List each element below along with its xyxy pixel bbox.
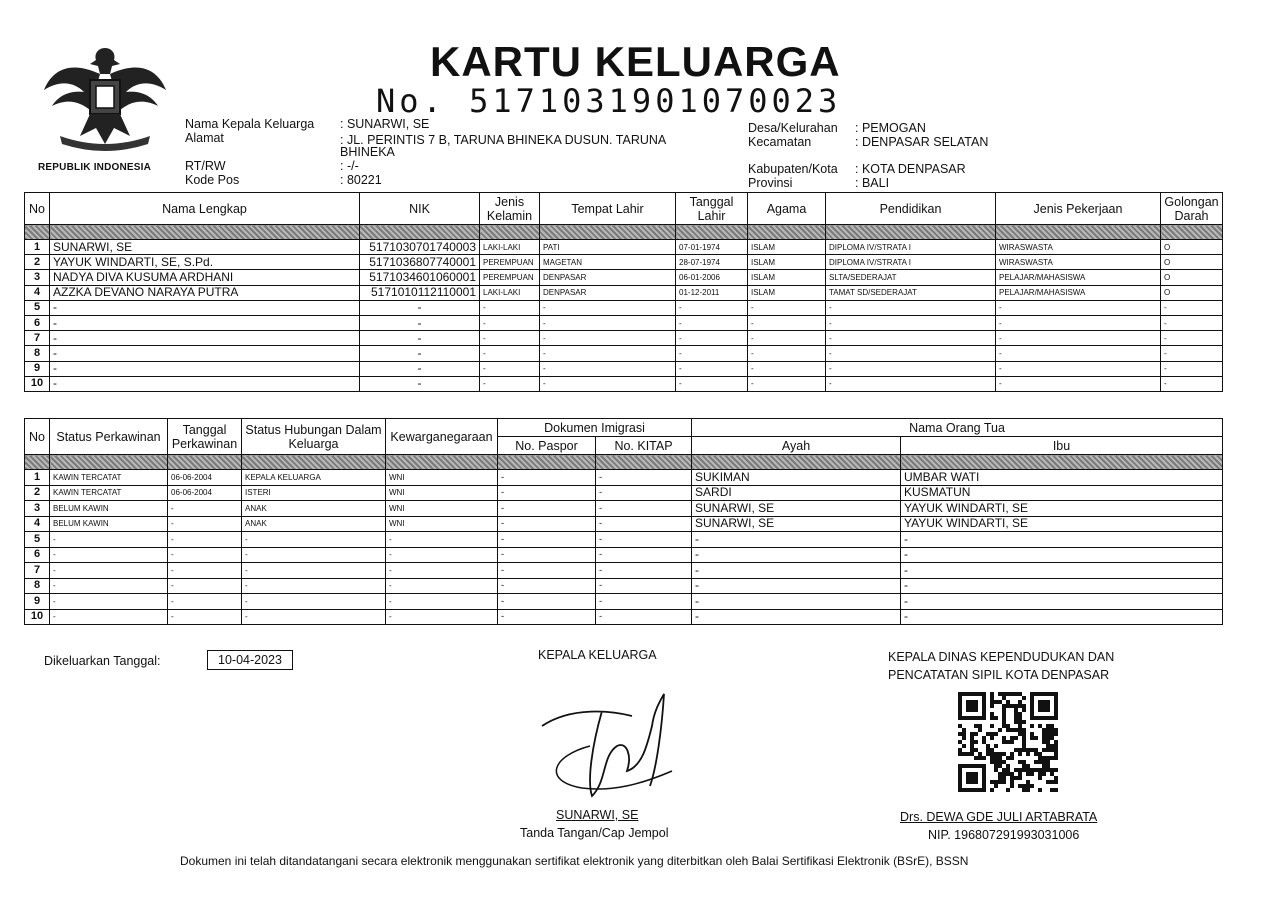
alamat-value-line2: BHINEKA <box>340 145 395 159</box>
cell-no-kitap: - <box>596 547 692 563</box>
cell-ibu: YAYUK WINDARTI, SE <box>901 501 1223 517</box>
cell-tempat-lahir: - <box>540 346 676 361</box>
cell-no-paspor: - <box>498 485 596 501</box>
cell-nama: - <box>50 315 360 330</box>
cell-no: 8 <box>25 578 50 594</box>
col-header-no: No <box>25 193 50 225</box>
cell-kewarganegaraan: - <box>386 609 498 625</box>
cell-no: 9 <box>25 594 50 610</box>
cell-no-kitap: - <box>596 563 692 579</box>
cell-golongan-darah: - <box>1161 376 1223 391</box>
cell-pekerjaan: - <box>996 300 1161 315</box>
cell-ayah: - <box>692 547 901 563</box>
cell-nik: - <box>360 315 480 330</box>
cell-agama: ISLAM <box>748 255 826 270</box>
cell-ibu: UMBAR WATI <box>901 470 1223 486</box>
cell-pekerjaan: PELAJAR/MAHASISWA <box>996 285 1161 300</box>
cell-tanggal-perkawinan: - <box>168 578 242 594</box>
cell-tanggal-lahir: 28-07-1974 <box>676 255 748 270</box>
cell-pekerjaan: PELAJAR/MAHASISWA <box>996 270 1161 285</box>
cell-ibu: - <box>901 578 1223 594</box>
cell-nama: - <box>50 361 360 376</box>
table-row <box>25 331 1223 346</box>
cell-nik: - <box>360 331 480 346</box>
cell-pendidikan: TAMAT SD/SEDERAJAT <box>826 285 996 300</box>
cell-golongan-darah: - <box>1161 346 1223 361</box>
cell-ibu: - <box>901 532 1223 548</box>
cell-no: 6 <box>25 315 50 330</box>
table-row <box>25 563 1223 579</box>
cell-no-paspor: - <box>498 516 596 532</box>
cell-no: 3 <box>25 270 50 285</box>
cell-tanggal-lahir: - <box>676 331 748 346</box>
col-header-tanggal-perkawinan: Tanggal Perkawinan <box>168 419 242 455</box>
cell-tempat-lahir: MAGETAN <box>540 255 676 270</box>
cell-golongan-darah: O <box>1161 240 1223 255</box>
cell-jenis-kelamin: - <box>480 376 540 391</box>
cell-agama: - <box>748 300 826 315</box>
cell-tanggal-perkawinan: - <box>168 516 242 532</box>
cell-golongan-darah: - <box>1161 361 1223 376</box>
cell-status-hubungan: ISTERI <box>242 485 386 501</box>
table-row <box>25 594 1223 610</box>
table-row <box>25 300 1223 315</box>
cell-no: 2 <box>25 255 50 270</box>
cell-pekerjaan: - <box>996 331 1161 346</box>
provinsi-value: : BALI <box>855 176 890 190</box>
cell-tanggal-perkawinan: - <box>168 609 242 625</box>
cell-pendidikan: - <box>826 331 996 346</box>
cell-no-kitap: - <box>596 470 692 486</box>
cell-kewarganegaraan: - <box>386 594 498 610</box>
table-row <box>25 361 1223 376</box>
document-number-value: 5171031901070023 <box>469 82 842 120</box>
cell-tanggal-perkawinan: - <box>168 594 242 610</box>
col-header-nama-orang-tua: Nama Orang Tua <box>692 419 1223 437</box>
cell-status-perkawinan: - <box>50 594 168 610</box>
cell-golongan-darah: - <box>1161 331 1223 346</box>
cell-status-perkawinan: - <box>50 609 168 625</box>
col-header-jenis-kelamin: Jenis Kelamin <box>480 193 540 225</box>
cell-no-kitap: - <box>596 501 692 517</box>
table-row <box>25 532 1223 548</box>
cell-agama: - <box>748 376 826 391</box>
cell-tanggal-lahir: 06-01-2006 <box>676 270 748 285</box>
col-header-kewarganegaraan: Kewarganegaraan <box>386 419 498 455</box>
cell-nik: 5171036807740001 <box>360 255 480 270</box>
cell-jenis-kelamin: PEREMPUAN <box>480 255 540 270</box>
kodepos-label: Kode Pos <box>185 173 240 187</box>
cell-ayah: - <box>692 609 901 625</box>
cell-no-paspor: - <box>498 547 596 563</box>
cell-pendidikan: - <box>826 300 996 315</box>
document-number-label: No. <box>376 82 446 120</box>
alamat-label: Alamat <box>185 131 224 145</box>
table-row <box>25 470 1223 486</box>
cell-ibu: KUSMATUN <box>901 485 1223 501</box>
garuda-emblem-icon <box>40 40 170 155</box>
cell-tanggal-perkawinan: 06-06-2004 <box>168 470 242 486</box>
kabupaten-label: Kabupaten/Kota <box>748 162 838 176</box>
col-header-ibu: Ibu <box>901 437 1223 455</box>
cell-golongan-darah: O <box>1161 270 1223 285</box>
cell-no-kitap: - <box>596 609 692 625</box>
table-row <box>25 578 1223 594</box>
cell-no: 3 <box>25 501 50 517</box>
cell-ibu: - <box>901 594 1223 610</box>
table-row <box>25 609 1223 625</box>
kepala-keluarga-title: KEPALA KELUARGA <box>538 648 657 662</box>
table-row <box>25 240 1223 255</box>
cell-no: 2 <box>25 485 50 501</box>
cell-pekerjaan: WIRASWASTA <box>996 255 1161 270</box>
cell-no: 4 <box>25 516 50 532</box>
cell-no-paspor: - <box>498 501 596 517</box>
cell-no: 6 <box>25 547 50 563</box>
col-header-pendidikan: Pendidikan <box>826 193 996 225</box>
cell-jenis-kelamin: - <box>480 346 540 361</box>
cell-golongan-darah: O <box>1161 285 1223 300</box>
cell-nik: - <box>360 346 480 361</box>
cell-tanggal-lahir: - <box>676 300 748 315</box>
cell-no: 9 <box>25 361 50 376</box>
dinas-title-line1: KEPALA DINAS KEPENDUDUKAN DAN <box>888 650 1115 664</box>
cell-nama: - <box>50 331 360 346</box>
cell-status-hubungan: ANAK <box>242 501 386 517</box>
cell-status-perkawinan: KAWIN TERCATAT <box>50 485 168 501</box>
cell-status-hubungan: - <box>242 532 386 548</box>
cell-nama: AZZKA DEVANO NARAYA PUTRA <box>50 285 360 300</box>
cell-tempat-lahir: - <box>540 331 676 346</box>
cell-pekerjaan: - <box>996 346 1161 361</box>
table-row <box>25 501 1223 517</box>
cell-tanggal-lahir: - <box>676 361 748 376</box>
cell-no: 7 <box>25 331 50 346</box>
cell-ibu: YAYUK WINDARTI, SE <box>901 516 1223 532</box>
cell-kewarganegaraan: WNI <box>386 470 498 486</box>
cell-tempat-lahir: DENPASAR <box>540 285 676 300</box>
cell-tempat-lahir: - <box>540 315 676 330</box>
cell-no: 5 <box>25 300 50 315</box>
cell-no-paspor: - <box>498 609 596 625</box>
cell-pendidikan: - <box>826 315 996 330</box>
shaded-separator-row <box>25 455 1223 470</box>
kepala-keluarga-label: Nama Kepala Keluarga <box>185 117 315 131</box>
cell-status-hubungan: - <box>242 547 386 563</box>
cell-nama: - <box>50 300 360 315</box>
col-header-dokumen-imigrasi: Dokumen Imigrasi <box>498 419 692 437</box>
cell-tempat-lahir: - <box>540 300 676 315</box>
cell-ibu: - <box>901 547 1223 563</box>
cell-status-hubungan: ANAK <box>242 516 386 532</box>
emblem-caption: REPUBLIK INDONESIA <box>38 162 152 173</box>
col-header-ayah: Ayah <box>692 437 901 455</box>
cell-agama: - <box>748 331 826 346</box>
cell-tanggal-lahir: - <box>676 315 748 330</box>
desa-label: Desa/Kelurahan <box>748 121 838 135</box>
shaded-separator-row <box>25 225 1223 240</box>
cell-nama: NADYA DIVA KUSUMA ARDHANI <box>50 270 360 285</box>
kecamatan-label: Kecamatan <box>748 135 812 149</box>
cell-pendidikan: DIPLOMA IV/STRATA I <box>826 255 996 270</box>
col-header-no-kitap: No. KITAP <box>596 437 692 455</box>
kepala-keluarga-value: : SUNARWI, SE <box>340 117 430 131</box>
cell-ayah: - <box>692 594 901 610</box>
cell-nama: - <box>50 346 360 361</box>
cell-golongan-darah: O <box>1161 255 1223 270</box>
table-row <box>25 346 1223 361</box>
cell-no: 10 <box>25 609 50 625</box>
cell-nik: 5171034601060001 <box>360 270 480 285</box>
table-row <box>25 547 1223 563</box>
cell-ayah: SUNARWI, SE <box>692 501 901 517</box>
cell-ayah: SUKIMAN <box>692 470 901 486</box>
cell-no: 4 <box>25 285 50 300</box>
cell-status-perkawinan: - <box>50 578 168 594</box>
cell-kewarganegaraan: WNI <box>386 501 498 517</box>
cell-ayah: - <box>692 563 901 579</box>
tanda-tangan-caption: Tanda Tangan/Cap Jempol <box>520 826 669 840</box>
cell-tanggal-perkawinan: 06-06-2004 <box>168 485 242 501</box>
cell-golongan-darah: - <box>1161 315 1223 330</box>
cell-nik: - <box>360 300 480 315</box>
cell-tempat-lahir: - <box>540 376 676 391</box>
cell-no-kitap: - <box>596 516 692 532</box>
cell-no: 10 <box>25 376 50 391</box>
rtrw-label: RT/RW <box>185 159 226 173</box>
cell-ayah: - <box>692 578 901 594</box>
cell-no: 5 <box>25 532 50 548</box>
cell-ayah: SUNARWI, SE <box>692 516 901 532</box>
cell-no-kitap: - <box>596 594 692 610</box>
table-row <box>25 285 1223 300</box>
cell-ibu: - <box>901 563 1223 579</box>
cell-status-perkawinan: - <box>50 532 168 548</box>
cell-kewarganegaraan: - <box>386 547 498 563</box>
table-row <box>25 376 1223 391</box>
cell-golongan-darah: - <box>1161 300 1223 315</box>
cell-tanggal-perkawinan: - <box>168 547 242 563</box>
cell-jenis-kelamin: - <box>480 300 540 315</box>
cell-agama: ISLAM <box>748 270 826 285</box>
cell-pekerjaan: - <box>996 361 1161 376</box>
electronic-signature-disclaimer: Dokumen ini telah ditandatangani secara elektronik menggunakan sertifikat elektronik yang diterbitkan oleh Balai Sertifikasi Elektronik (BSrE), BSSN <box>180 854 969 868</box>
cell-no-kitap: - <box>596 578 692 594</box>
cell-pendidikan: - <box>826 346 996 361</box>
table-row <box>25 270 1223 285</box>
cell-no-paspor: - <box>498 563 596 579</box>
cell-jenis-kelamin: - <box>480 315 540 330</box>
cell-agama: - <box>748 315 826 330</box>
cell-status-hubungan: - <box>242 594 386 610</box>
cell-pekerjaan: WIRASWASTA <box>996 240 1161 255</box>
kodepos-value: : 80221 <box>340 173 382 187</box>
family-status-table <box>24 418 1223 625</box>
cell-no: 8 <box>25 346 50 361</box>
cell-pendidikan: DIPLOMA IV/STRATA I <box>826 240 996 255</box>
cell-tanggal-perkawinan: - <box>168 563 242 579</box>
cell-jenis-kelamin: PEREMPUAN <box>480 270 540 285</box>
cell-jenis-kelamin: LAKI-LAKI <box>480 240 540 255</box>
cell-no: 7 <box>25 563 50 579</box>
table-row <box>25 485 1223 501</box>
signature-icon <box>532 686 682 806</box>
desa-value: : PEMOGAN <box>855 121 926 135</box>
cell-pekerjaan: - <box>996 376 1161 391</box>
col-header-tempat-lahir: Tempat Lahir <box>540 193 676 225</box>
provinsi-label: Provinsi <box>748 176 793 190</box>
cell-jenis-kelamin: - <box>480 361 540 376</box>
cell-agama: - <box>748 346 826 361</box>
cell-tanggal-lahir: - <box>676 346 748 361</box>
col-header-nama: Nama Lengkap <box>50 193 360 225</box>
cell-pendidikan: - <box>826 361 996 376</box>
cell-tempat-lahir: DENPASAR <box>540 270 676 285</box>
cell-nik: 5171030701740003 <box>360 240 480 255</box>
cell-no-kitap: - <box>596 485 692 501</box>
cell-no-paspor: - <box>498 532 596 548</box>
kecamatan-value: : DENPASAR SELATAN <box>855 135 989 149</box>
cell-tanggal-perkawinan: - <box>168 532 242 548</box>
cell-tanggal-lahir: 01-12-2011 <box>676 285 748 300</box>
qr-code-icon <box>958 692 1058 792</box>
col-header-no-paspor: No. Paspor <box>498 437 596 455</box>
cell-no: 1 <box>25 470 50 486</box>
cell-pendidikan: SLTA/SEDERAJAT <box>826 270 996 285</box>
cell-no: 1 <box>25 240 50 255</box>
cell-agama: ISLAM <box>748 240 826 255</box>
cell-ayah: - <box>692 532 901 548</box>
cell-pekerjaan: - <box>996 315 1161 330</box>
cell-kewarganegaraan: - <box>386 563 498 579</box>
cell-no-paspor: - <box>498 594 596 610</box>
col-header-tanggal-lahir: Tanggal Lahir <box>676 193 748 225</box>
dikeluarkan-label: Dikeluarkan Tanggal: <box>44 654 161 668</box>
col-header-golongan-darah: Golongan Darah <box>1161 193 1223 225</box>
dinas-title-line2: PENCATATAN SIPIL KOTA DENPASAR <box>888 668 1110 682</box>
col-header-no: No <box>25 419 50 455</box>
cell-nama: YAYUK WINDARTI, SE, S.Pd. <box>50 255 360 270</box>
cell-jenis-kelamin: - <box>480 331 540 346</box>
rtrw-value: : -/- <box>340 159 359 173</box>
cell-tanggal-perkawinan: - <box>168 501 242 517</box>
cell-status-hubungan: - <box>242 578 386 594</box>
document-title: KARTU KELUARGA <box>430 38 841 85</box>
document-number <box>376 82 841 120</box>
cell-status-perkawinan: - <box>50 563 168 579</box>
cell-agama: - <box>748 361 826 376</box>
cell-nik: - <box>360 361 480 376</box>
dinas-official-name: Drs. DEWA GDE JULI ARTABRATA <box>900 810 1098 824</box>
cell-tanggal-lahir: - <box>676 376 748 391</box>
cell-nama: SUNARWI, SE <box>50 240 360 255</box>
alamat-value-line1: : JL. PERINTIS 7 B, TARUNA BHINEKA DUSUN. TARUNA <box>340 133 667 147</box>
cell-agama: ISLAM <box>748 285 826 300</box>
cell-status-hubungan: - <box>242 563 386 579</box>
cell-tempat-lahir: - <box>540 361 676 376</box>
cell-nama: - <box>50 376 360 391</box>
cell-jenis-kelamin: LAKI-LAKI <box>480 285 540 300</box>
dikeluarkan-date: 10-04-2023 <box>207 650 293 670</box>
cell-no-kitap: - <box>596 532 692 548</box>
cell-no-paspor: - <box>498 470 596 486</box>
cell-ibu: - <box>901 609 1223 625</box>
cell-status-perkawinan: BELUM KAWIN <box>50 501 168 517</box>
kabupaten-value: : KOTA DENPASAR <box>855 162 966 176</box>
cell-pendidikan: - <box>826 376 996 391</box>
cell-kewarganegaraan: WNI <box>386 485 498 501</box>
cell-status-perkawinan: BELUM KAWIN <box>50 516 168 532</box>
col-header-pekerjaan: Jenis Pekerjaan <box>996 193 1161 225</box>
col-header-agama: Agama <box>748 193 826 225</box>
cell-nik: - <box>360 376 480 391</box>
cell-kewarganegaraan: - <box>386 532 498 548</box>
cell-ayah: SARDI <box>692 485 901 501</box>
family-members-table <box>24 192 1223 392</box>
table-row <box>25 516 1223 532</box>
table-row <box>25 255 1223 270</box>
col-header-status-perkawinan: Status Perkawinan <box>50 419 168 455</box>
cell-tanggal-lahir: 07-01-1974 <box>676 240 748 255</box>
cell-no-paspor: - <box>498 578 596 594</box>
table-row <box>25 315 1223 330</box>
col-header-nik: NIK <box>360 193 480 225</box>
cell-status-perkawinan: - <box>50 547 168 563</box>
cell-status-hubungan: - <box>242 609 386 625</box>
dinas-official-nip: NIP. 196807291993031006 <box>928 828 1080 842</box>
cell-status-perkawinan: KAWIN TERCATAT <box>50 470 168 486</box>
col-header-status-hubungan: Status Hubungan Dalam Keluarga <box>242 419 386 455</box>
cell-nik: 5171010112110001 <box>360 285 480 300</box>
cell-status-hubungan: KEPALA KELUARGA <box>242 470 386 486</box>
cell-kewarganegaraan: - <box>386 578 498 594</box>
cell-tempat-lahir: PATI <box>540 240 676 255</box>
cell-kewarganegaraan: WNI <box>386 516 498 532</box>
kepala-keluarga-name: SUNARWI, SE <box>556 808 639 822</box>
